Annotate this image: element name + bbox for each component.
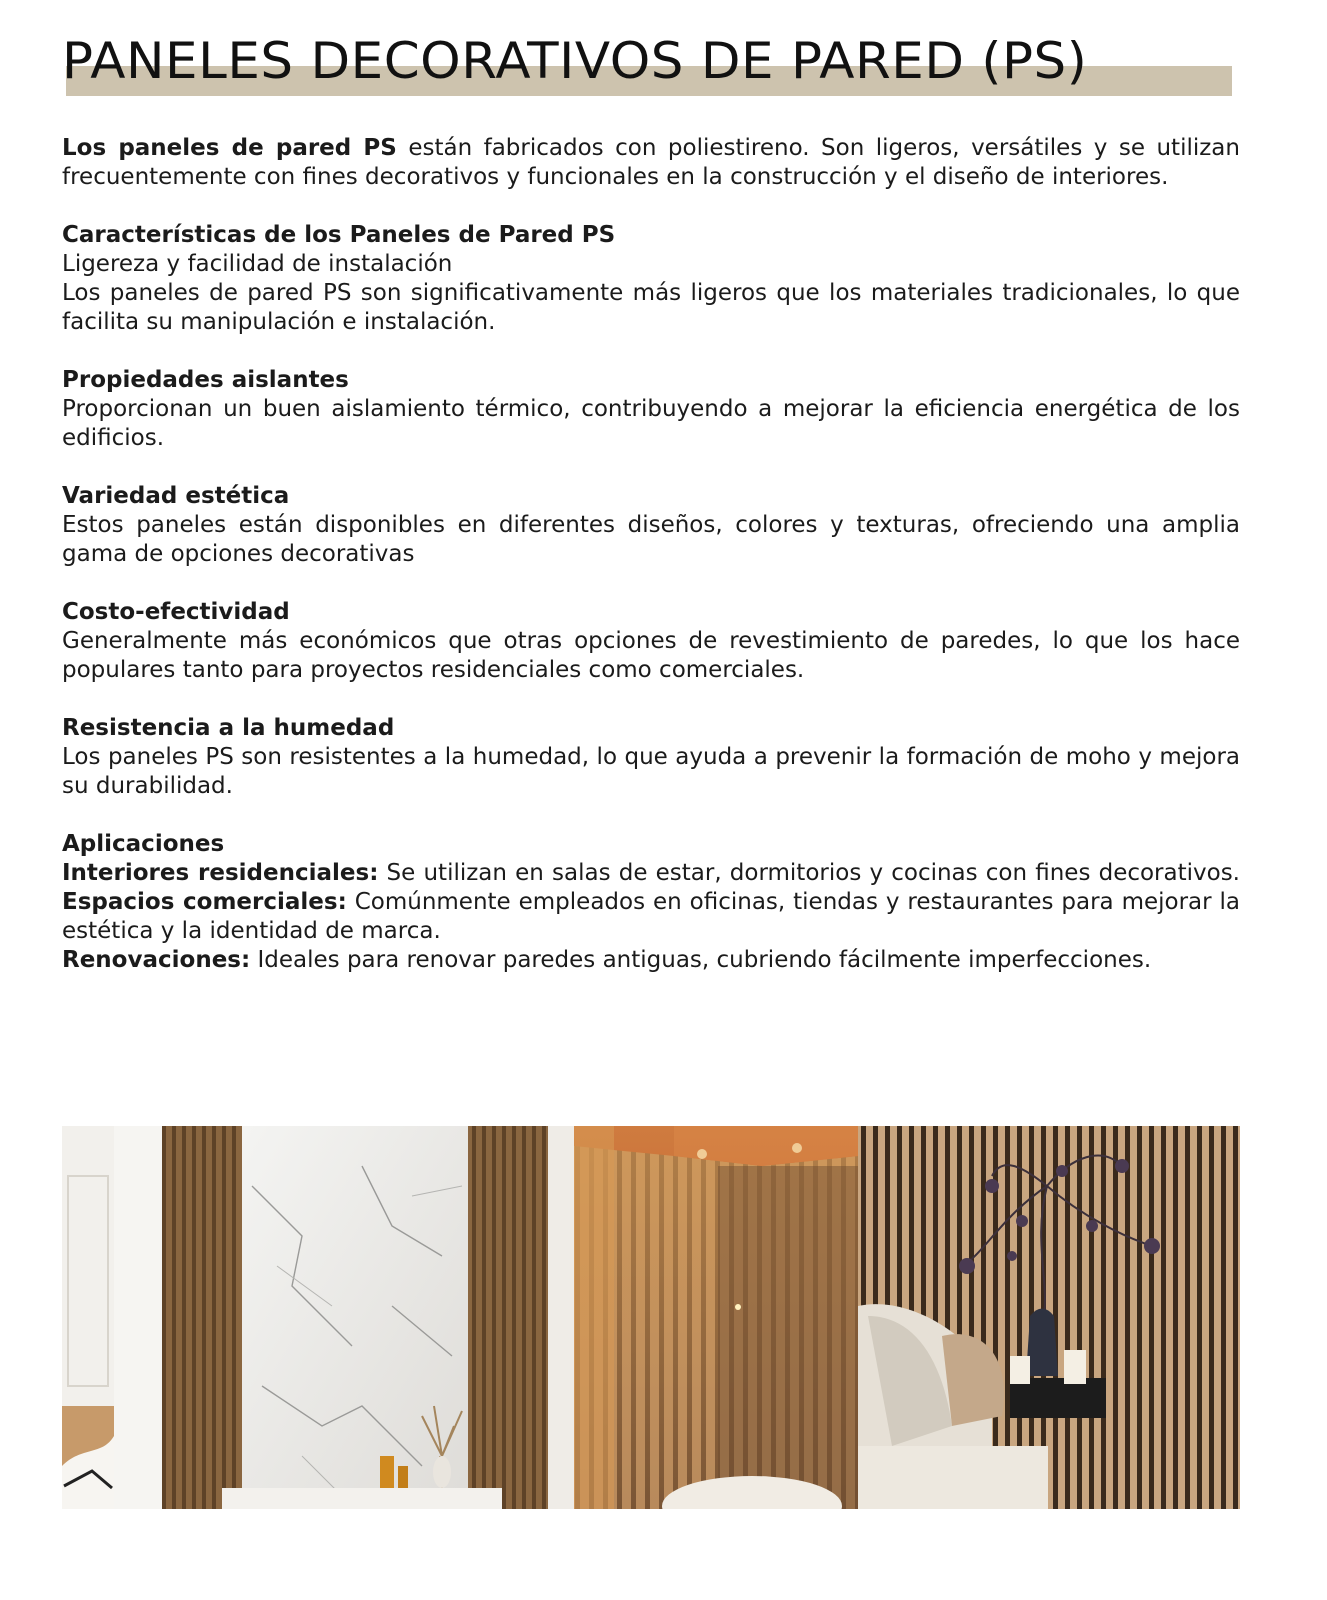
cost-text: Generalmente más económicos que otras opciones de revestimiento de paredes, lo que los hace populares tanto para proyectos residenciales como comerciales. [62,628,1240,683]
section-aesthetic [62,482,1240,569]
photo-collage-illustration [62,1126,1240,1509]
section-humidity [62,714,1240,801]
intro-text: están fabricados con poliestireno. Son ligeros, versátiles y se utilizan frecuentemente con fines decorativos y funcionales en la construcción y el diseño de interiores. [62,135,1240,190]
intro-lead: Los paneles de pared PS [62,135,397,161]
intro-paragraph [62,134,1240,192]
photo-bedroom-slats [858,1126,1240,1509]
insulation-heading: Propiedades aislantes [62,367,349,393]
section-applications [62,830,1240,975]
aesthetic-text: Estos paneles están disponibles en diferentes diseños, colores y texturas, ofreciendo una amplia gama de opciones decorativas [62,512,1240,567]
section-insulation [62,366,1240,453]
photo-marble-wall [62,1126,574,1509]
renovation-label: Renovaciones: [62,947,251,973]
applications-heading: Aplicaciones [62,831,225,857]
cost-heading: Costo-efectividad [62,599,290,625]
section-cost [62,598,1240,685]
body-content [62,134,1240,975]
humidity-text: Los paneles PS son resistentes a la humedad, lo que ayuda a prevenir la formación de moho y mejora su durabilidad. [62,744,1240,799]
insulation-text: Proporcionan un buen aislamiento térmico, contribuyendo a mejorar la eficiencia energética de los edificios. [62,396,1240,451]
characteristics-text: Los paneles de pared PS son significativamente más ligeros que los materiales tradicionales, lo que facilita su manipulación e instalación. [62,280,1240,335]
residential-label: Interiores residenciales: [62,860,379,886]
characteristics-heading: Características de los Paneles de Pared PS [62,222,616,248]
applications-text [62,859,1240,946]
residential-text: Se utilizan en salas de estar, dormitorios y cocinas con fines decorativos. [378,860,1240,886]
section-characteristics [62,221,1240,337]
photo-wood-hallway [574,1126,858,1509]
commercial-text: Comúnmente empleados en oficinas, tiendas y restaurantes para mejorar la estética y la identidad de marca. [62,889,1241,944]
humidity-heading: Resistencia a la humedad [62,715,395,741]
renovation-line [62,946,1240,975]
title-block [62,30,1232,100]
photo-collage [62,1126,1240,1509]
renovation-text: Ideales para renovar paredes antiguas, cubriendo fácilmente imperfecciones. [250,947,1152,973]
page-title: PANELES DECORATIVOS DE PARED (PS) [62,32,1088,90]
aesthetic-heading: Variedad estética [62,483,290,509]
commercial-label: Espacios comerciales: [62,889,347,915]
characteristics-subheading: Ligereza y facilidad de instalación [62,251,453,277]
